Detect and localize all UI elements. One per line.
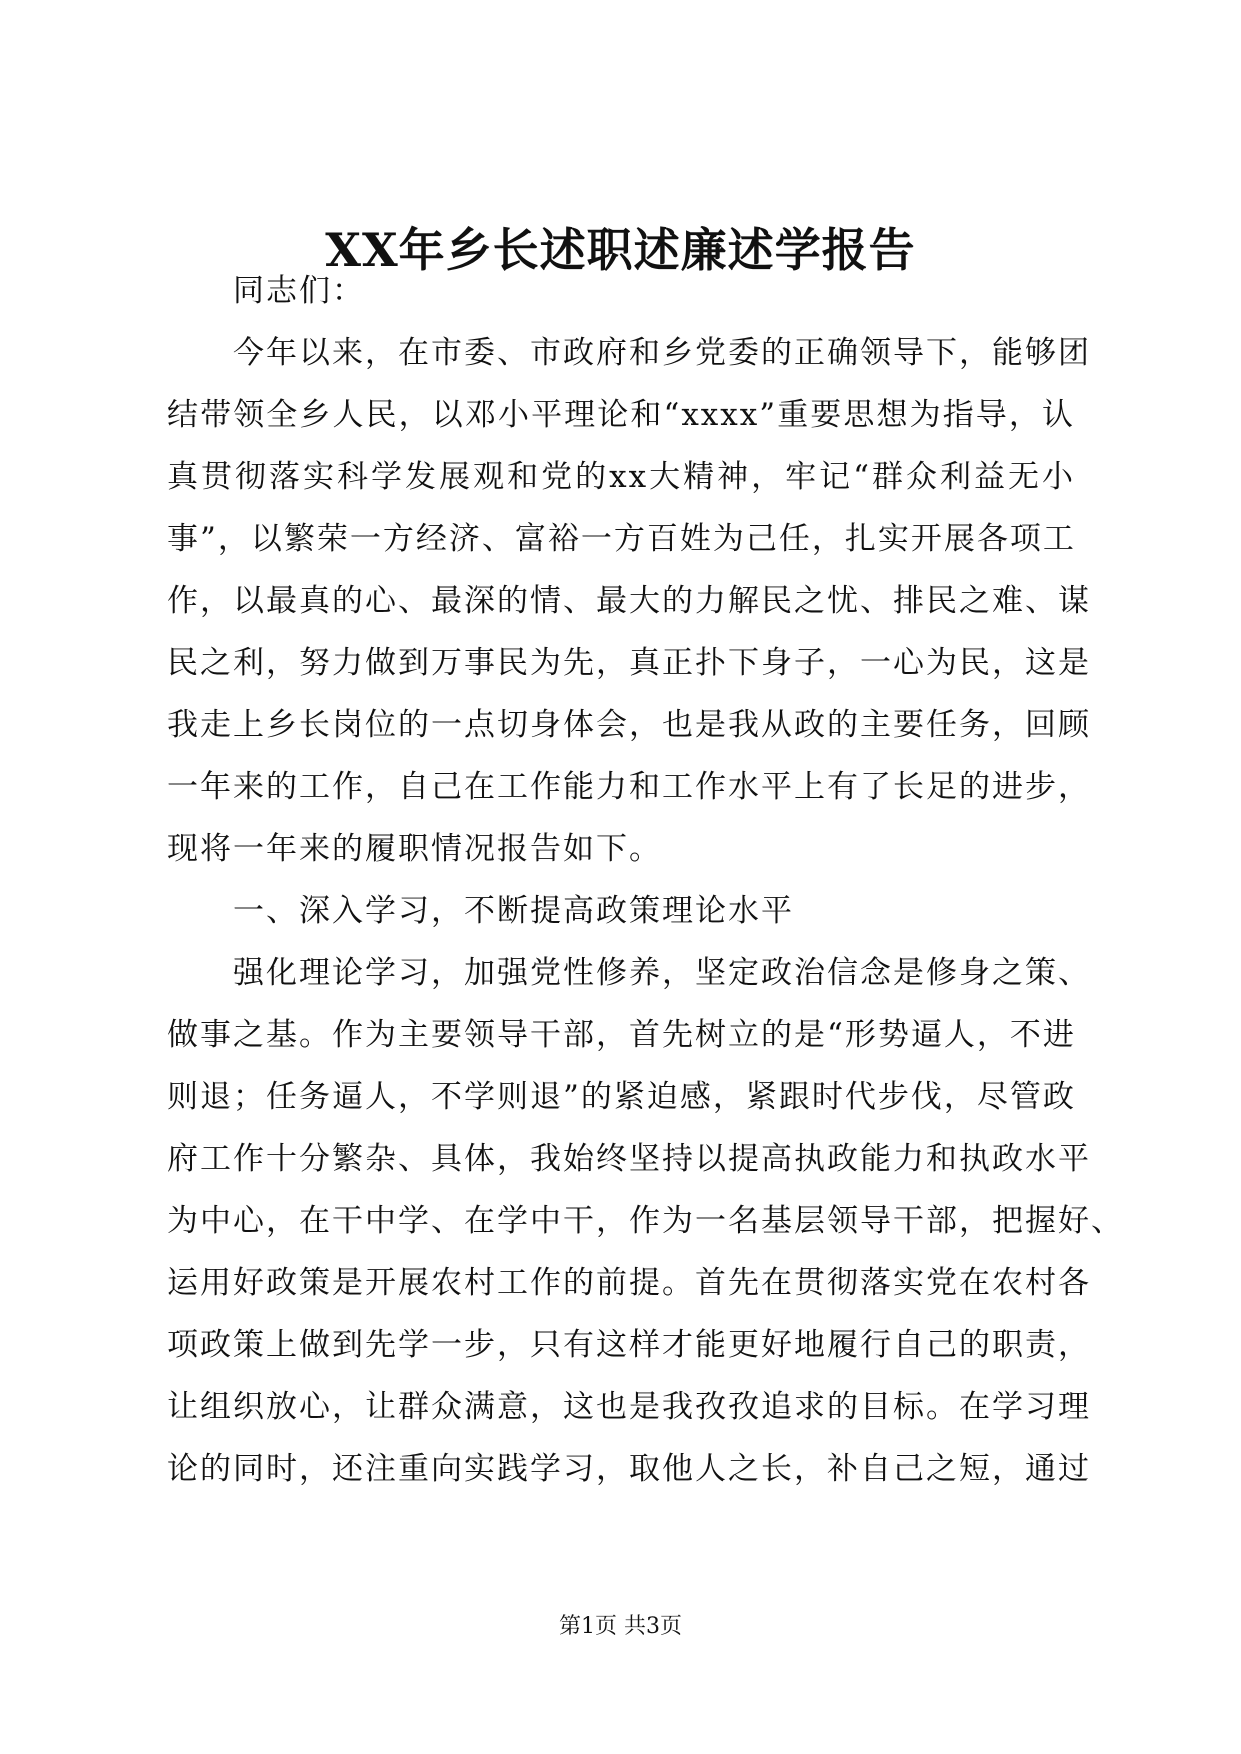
paragraph-line: 做事之基。作为主要领导干部，首先树立的是“形势逼人，不进: [167, 1017, 1076, 1053]
paragraph-line: 我走上乡长岗位的一点切身体会，也是我从政的主要任务，回顾: [167, 707, 1091, 743]
paragraph-line: 现将一年来的履职情况报告如下。: [167, 831, 662, 867]
document-body: [167, 260, 1124, 1500]
paragraph-line: 作，以最真的心、最深的情、最大的力解民之忧、排民之难、谋: [167, 583, 1091, 619]
paragraph-line: 今年以来，在市委、市政府和乡党委的正确领导下，能够团: [233, 335, 1091, 371]
paragraph-line: 让组织放心，让群众满意，这也是我孜孜追求的目标。在学习理: [167, 1389, 1091, 1425]
paragraph-line: 结带领全乡人民，以邓小平理论和“xxxx”重要思想为指导，认: [167, 397, 1075, 433]
paragraph-line: 真贯彻落实科学发展观和党的xx大精神，牢记“群众利益无小: [167, 459, 1075, 495]
page-footer: 第1页 共3页: [559, 1614, 682, 1639]
paragraph-line: 府工作十分繁杂、具体，我始终坚持以提高执政能力和执政水平: [167, 1141, 1091, 1177]
paragraph-line: 民之利，努力做到万事民为先，真正扑下身子，一心为民，这是: [167, 645, 1091, 681]
paragraph-line: 同志们：: [233, 273, 365, 309]
document-title: XX年乡长述职述廉述学报告: [325, 223, 916, 277]
paragraph-line: 事”，以繁荣一方经济、富裕一方百姓为己任，扎实开展各项工: [167, 521, 1076, 557]
paragraph-line: 一、深入学习，不断提高政策理论水平: [233, 893, 794, 929]
paragraph-line: 强化理论学习，加强党性修养，坚定政治信念是修身之策、: [233, 955, 1091, 991]
paragraph-line: 运用好政策是开展农村工作的前提。首先在贯彻落实党在农村各: [167, 1265, 1091, 1301]
paragraph-line: 论的同时，还注重向实践学习，取他人之长，补自己之短，通过: [167, 1451, 1091, 1487]
paragraph-line: 一年来的工作，自己在工作能力和工作水平上有了长足的进步，: [167, 769, 1091, 805]
paragraph-line: 项政策上做到先学一步，只有这样才能更好地履行自己的职责，: [167, 1327, 1091, 1363]
paragraph-line: 则退；任务逼人，不学则退”的紧迫感，紧跟时代步伐，尽管政: [167, 1079, 1076, 1115]
paragraph-line: 为中心，在干中学、在学中干，作为一名基层领导干部，把握好、: [167, 1203, 1124, 1239]
